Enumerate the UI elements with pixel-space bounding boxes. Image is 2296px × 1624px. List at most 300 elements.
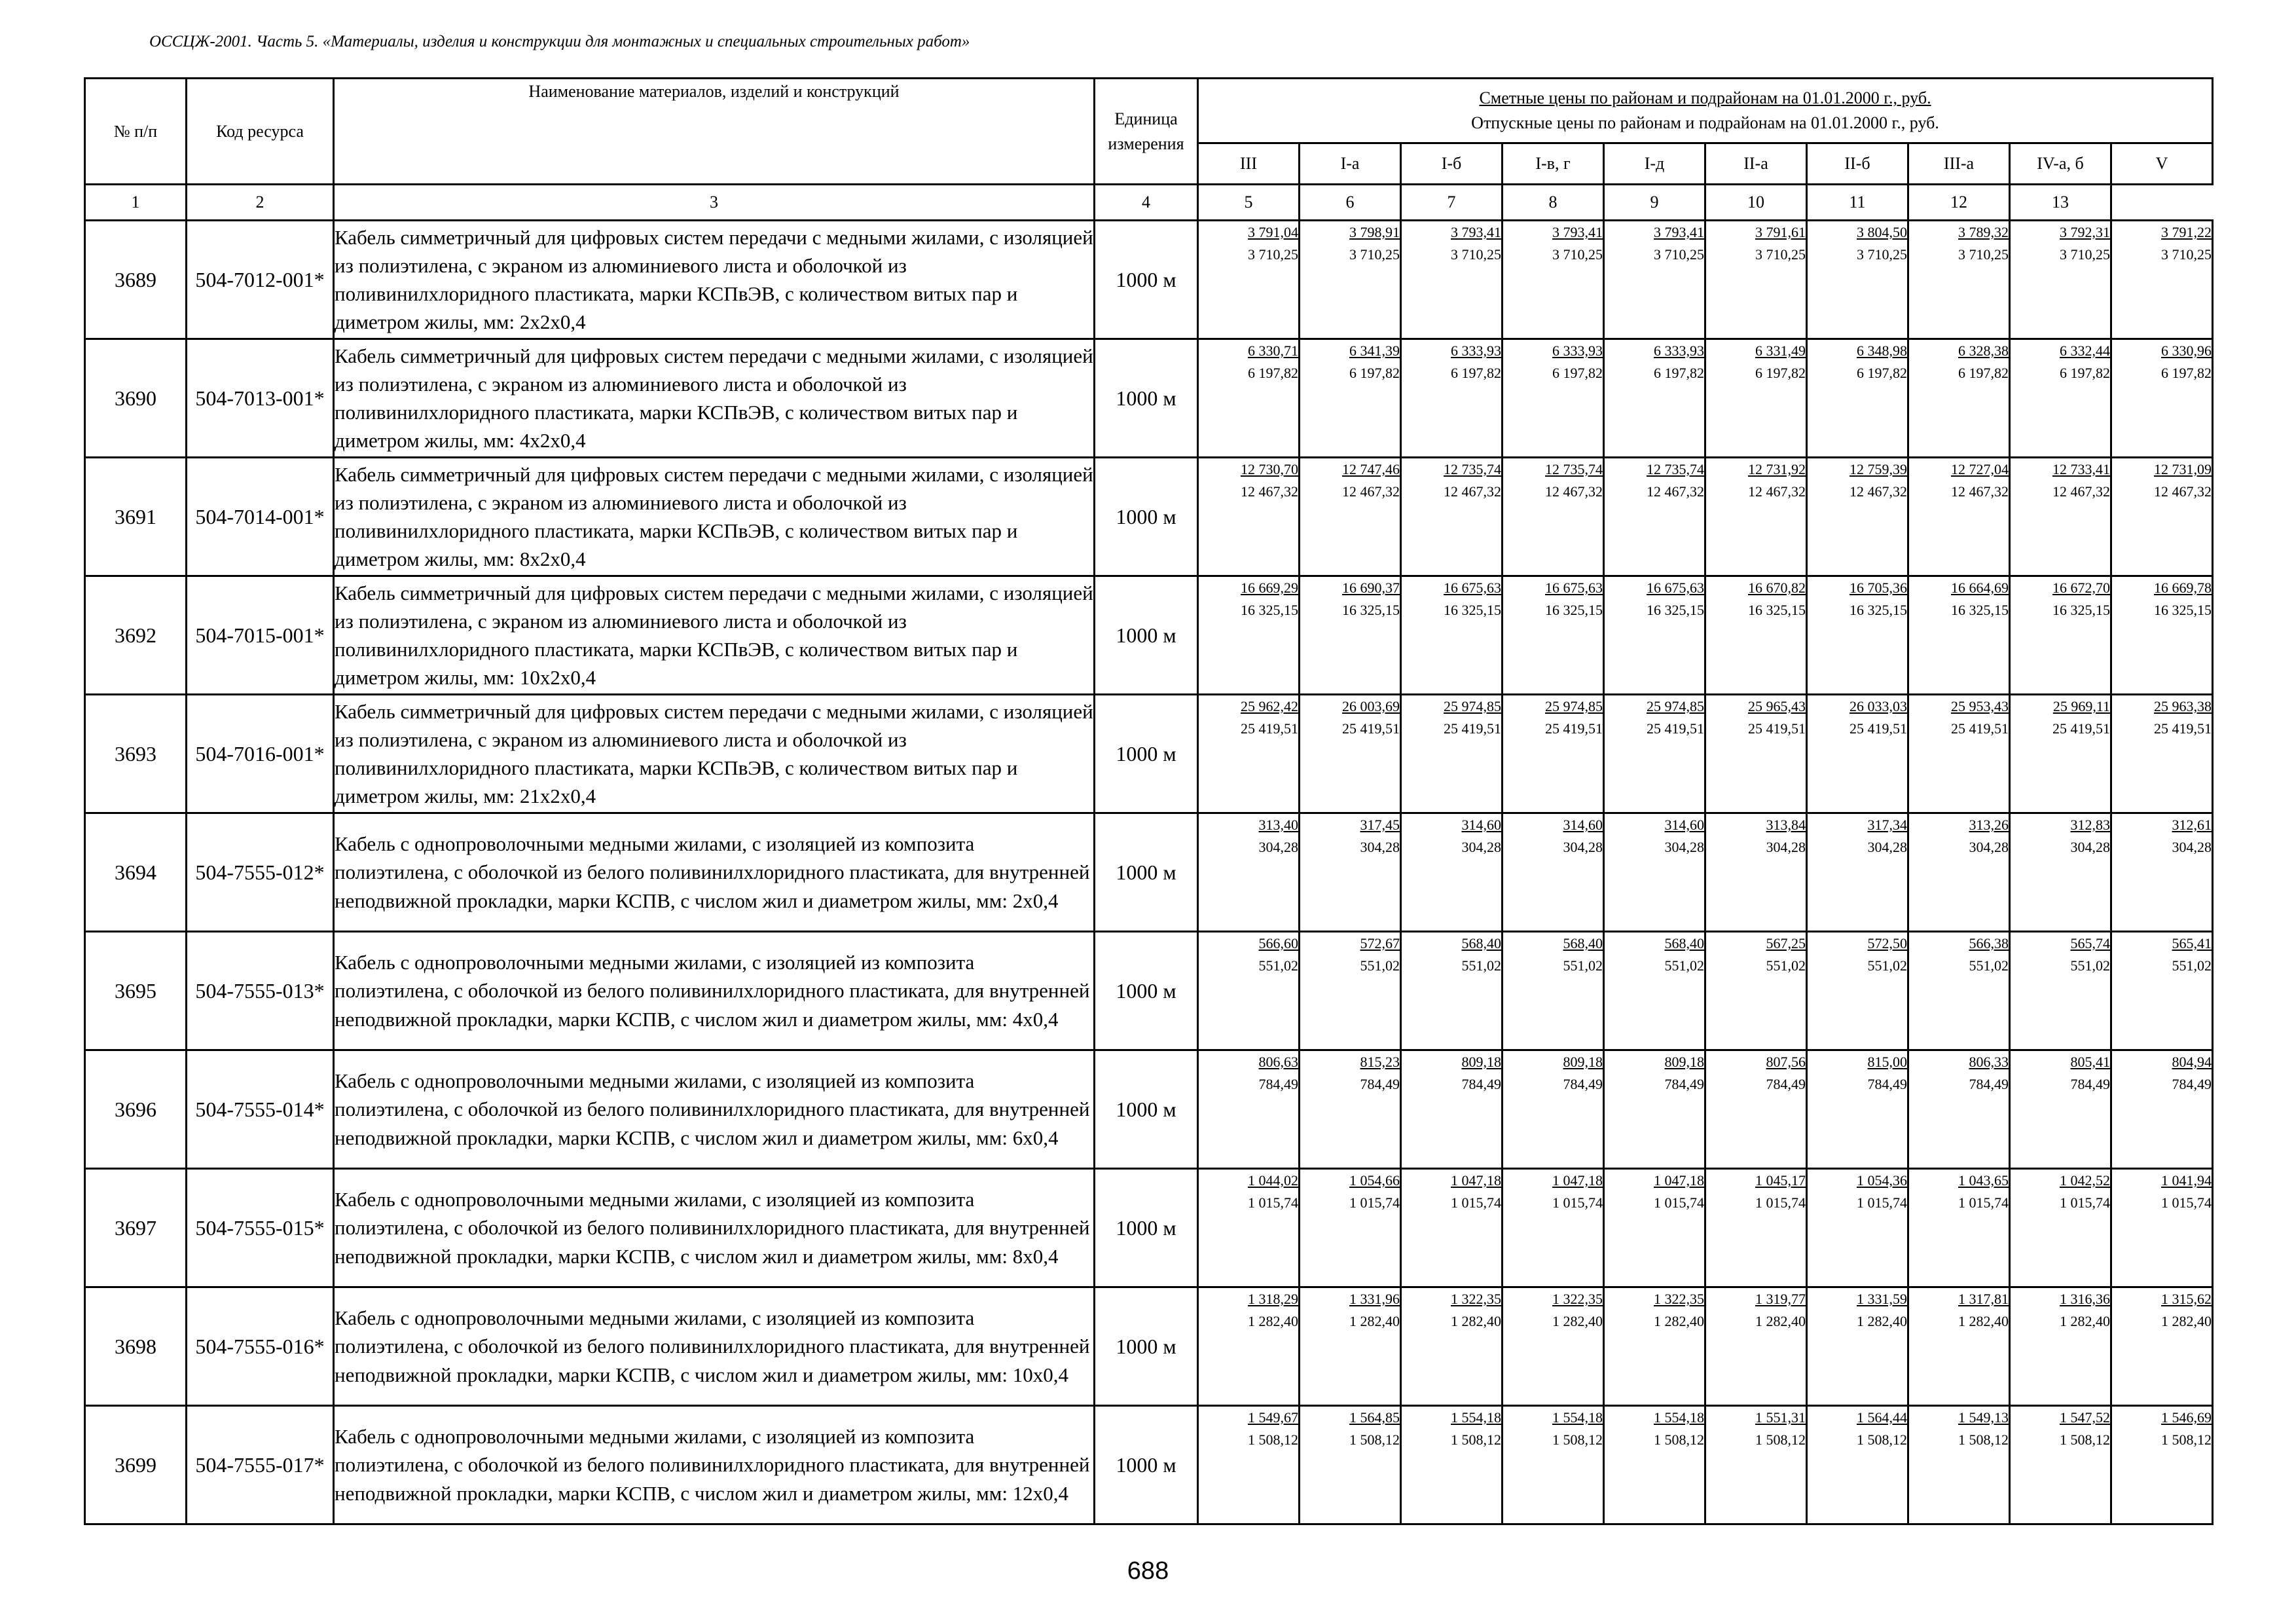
estimate-price: 1 549,13 [1958,1409,2009,1426]
estimate-price: 16 664,69 [1951,580,2009,596]
price-table [84,77,2214,1525]
material-name: Кабель симметричный для цифровых систем передачи с медными жилами, с изоляцией из полиэтилена, с экраном из алюминиевого листа и оболочкой из поливинилхлоридного пластиката, марки КСПвЭВ, с количеством витых пар и диметром жилы, мм: 2х2х0,4 [334,221,1095,339]
release-price: 784,49 [1563,1076,1603,1093]
estimate-price: 568,40 [1664,935,1704,951]
release-price: 12 467,32 [1444,483,1501,500]
estimate-price: 1 564,85 [1349,1409,1400,1426]
release-price: 25 419,51 [1241,720,1298,737]
estimate-price: 6 330,71 [1248,342,1298,359]
estimate-price: 568,40 [1461,935,1501,951]
price-cell [1908,339,2010,458]
column-number-7: 7 [1401,185,1503,221]
column-number-5: 5 [1198,185,1300,221]
release-price: 1 282,40 [1958,1313,2009,1330]
price-cell [1908,221,2010,339]
price-cell [1807,1406,1908,1524]
estimate-price: 1 047,18 [1451,1172,1501,1189]
price-cell [1705,1169,1807,1287]
price-cell [1807,576,1908,695]
price-cell [2010,458,2111,576]
region-header-8: III-а [1908,143,2010,185]
release-price: 1 282,40 [1248,1313,1298,1330]
price-cell [1705,1287,1807,1406]
row-number: 3695 [85,932,187,1050]
estimate-price: 809,18 [1461,1054,1501,1070]
col-header-code: Код ресурса [187,79,334,185]
release-price: 551,02 [1766,957,1806,974]
column-number-1: 1 [85,185,187,221]
estimate-price: 1 047,18 [1654,1172,1704,1189]
estimate-price: 566,60 [1258,935,1298,951]
region-header-10: V [2111,143,2213,185]
page-number: 688 [1127,1557,1169,1585]
price-cell [1503,339,1604,458]
price-cell [1300,1050,1401,1169]
release-price: 1 508,12 [1552,1431,1603,1449]
estimate-price: 1 551,31 [1755,1409,1806,1426]
estimate-price: 1 315,62 [2161,1291,2212,1307]
release-price: 304,28 [1563,839,1603,856]
estimate-price: 12 727,04 [1951,461,2009,477]
estimate-price: 1 317,81 [1958,1291,2009,1307]
release-price: 3 710,25 [1755,246,1806,263]
material-name: Кабель симметричный для цифровых систем передачи с медными жилами, с изоляцией из полиэтилена, с экраном из алюминиевого листа и оболочкой из поливинилхлоридного пластиката, марки КСПвЭВ, с количеством витых пар и диметром жилы, мм: 21х2х0,4 [334,695,1095,813]
estimate-price: 572,67 [1360,935,1400,951]
price-cell [1807,458,1908,576]
price-estimate-caption: Сметные цены по районам и подрайонам на 01.01.2000 г., руб. [1479,88,1931,108]
column-number-9: 9 [1604,185,1705,221]
price-cell [1401,1169,1503,1287]
table-row [85,458,2213,576]
price-cell [2111,221,2213,339]
release-price: 6 197,82 [2161,365,2212,382]
release-price: 1 282,40 [2060,1313,2110,1330]
release-price: 784,49 [1766,1076,1806,1093]
release-price: 1 282,40 [1552,1313,1603,1330]
price-cell [1503,1287,1604,1406]
estimate-price: 317,34 [1867,817,1907,833]
estimate-price: 25 974,85 [1545,698,1603,714]
release-price: 1 508,12 [1755,1431,1806,1449]
region-header-9: IV-а, б [2010,143,2111,185]
price-cell [2111,1406,2213,1524]
release-price: 12 467,32 [1951,483,2009,500]
price-cell [2111,458,2213,576]
estimate-price: 12 735,74 [1545,461,1603,477]
estimate-price: 1 554,18 [1451,1409,1501,1426]
row-number: 3693 [85,695,187,813]
estimate-price: 16 675,63 [1545,580,1603,596]
estimate-price: 572,50 [1867,935,1907,951]
release-price: 6 197,82 [1654,365,1704,382]
release-price: 12 467,32 [1850,483,1907,500]
release-price: 25 419,51 [1647,720,1704,737]
release-price: 1 508,12 [1654,1431,1704,1449]
price-cell [2010,932,2111,1050]
release-price: 16 325,15 [1647,602,1704,619]
price-cell [1198,932,1300,1050]
price-cell [1503,458,1604,576]
release-price: 12 467,32 [2052,483,2110,500]
release-price: 551,02 [1563,957,1603,974]
column-number-12: 12 [1908,185,2010,221]
release-price: 12 467,32 [1647,483,1704,500]
resource-code: 504-7013-001* [187,339,334,458]
estimate-price: 1 331,96 [1349,1291,1400,1307]
release-price: 1 015,74 [1349,1194,1400,1211]
estimate-price: 317,45 [1360,817,1400,833]
release-price: 16 325,15 [2154,602,2212,619]
resource-code: 504-7555-017* [187,1406,334,1524]
release-price: 3 710,25 [1349,246,1400,263]
estimate-price: 1 042,52 [2060,1172,2110,1189]
unit-of-measure: 1000 м [1095,695,1198,813]
estimate-price: 1 554,18 [1552,1409,1603,1426]
price-cell [2010,1406,2111,1524]
estimate-price: 12 735,74 [1647,461,1704,477]
price-cell [1807,1169,1908,1287]
price-cell [2010,1287,2111,1406]
estimate-price: 12 747,46 [1342,461,1400,477]
estimate-price: 6 330,96 [2161,342,2212,359]
release-price: 12 467,32 [1342,483,1400,500]
estimate-price: 12 731,09 [2154,461,2212,477]
region-header-6: II-а [1705,143,1807,185]
release-price: 3 710,25 [2060,246,2110,263]
price-cell [1300,1406,1401,1524]
price-cell [1401,1050,1503,1169]
price-cell [1807,1287,1908,1406]
price-cell [2111,1169,2213,1287]
material-name: Кабель с однопроволочными медными жилами, с изоляцией из композита полиэтилена, с оболочкой из белого поливинилхлоридного пластиката, для внутренней неподвижной прокладки, марки КСПВ, с числом жил и диаметром жилы, мм: 2х0,4 [334,813,1095,932]
price-cell [1604,932,1705,1050]
release-price: 1 015,74 [1552,1194,1603,1211]
estimate-price: 1 054,36 [1857,1172,1907,1189]
release-price: 3 710,25 [1552,246,1603,263]
release-price: 1 508,12 [1958,1431,2009,1449]
price-cell [1401,932,1503,1050]
release-price: 25 419,51 [2154,720,2212,737]
release-price: 25 419,51 [2052,720,2110,737]
price-cell [1300,695,1401,813]
resource-code: 504-7012-001* [187,221,334,339]
column-number-8: 8 [1503,185,1604,221]
estimate-price: 1 322,35 [1451,1291,1501,1307]
region-header-7: II-б [1807,143,1908,185]
estimate-price: 566,38 [1969,935,2009,951]
unit-of-measure: 1000 м [1095,1169,1198,1287]
release-price: 1 015,74 [1958,1194,2009,1211]
release-price: 304,28 [1766,839,1806,856]
price-cell [2111,1287,2213,1406]
price-cell [2010,695,2111,813]
estimate-price: 1 041,94 [2161,1172,2212,1189]
material-name: Кабель с однопроволочными медными жилами, с изоляцией из композита полиэтилена, с оболочкой из белого поливинилхлоридного пластиката, для внутренней неподвижной прокладки, марки КСПВ, с числом жил и диаметром жилы, мм: 8х0,4 [334,1169,1095,1287]
unit-of-measure: 1000 м [1095,932,1198,1050]
release-price: 1 015,74 [2161,1194,2212,1211]
release-price: 6 197,82 [1349,365,1400,382]
release-price: 304,28 [1461,839,1501,856]
material-name: Кабель с однопроволочными медными жилами, с изоляцией из композита полиэтилена, с оболочкой из белого поливинилхлоридного пластиката, для внутренней неподвижной прокладки, марки КСПВ, с числом жил и диаметром жилы, мм: 12х0,4 [334,1406,1095,1524]
estimate-price: 3 791,04 [1248,224,1298,240]
release-price: 304,28 [1969,839,2009,856]
estimate-price: 12 759,39 [1850,461,1907,477]
col-header-name: Наименование материалов, изделий и конструкций [334,79,1095,185]
price-cell [2010,813,2111,932]
release-price: 551,02 [1360,957,1400,974]
release-price: 304,28 [2070,839,2110,856]
release-price: 784,49 [1664,1076,1704,1093]
release-price: 12 467,32 [2154,483,2212,500]
release-price: 1 508,12 [2060,1431,2110,1449]
estimate-price: 16 675,63 [1444,580,1501,596]
release-price: 1 282,40 [1451,1313,1501,1330]
estimate-price: 16 690,37 [1342,580,1400,596]
price-cell [1807,339,1908,458]
material-name: Кабель симметричный для цифровых систем передачи с медными жилами, с изоляцией из полиэтилена, с экраном из алюминиевого листа и оболочкой из поливинилхлоридного пластиката, марки КСПвЭВ, с количеством витых пар и диметром жилы, мм: 4х2х0,4 [334,339,1095,458]
price-cell [2010,576,2111,695]
estimate-price: 16 675,63 [1647,580,1704,596]
release-price: 25 419,51 [1342,720,1400,737]
estimate-price: 25 953,43 [1951,698,2009,714]
release-price: 3 710,25 [1857,246,1907,263]
price-cell [1300,1287,1401,1406]
estimate-price: 3 789,32 [1958,224,2009,240]
estimate-price: 1 316,36 [2060,1291,2110,1307]
estimate-price: 25 974,85 [1444,698,1501,714]
release-price: 551,02 [1461,957,1501,974]
estimate-price: 26 003,69 [1342,698,1400,714]
release-price: 1 282,40 [1857,1313,1907,1330]
estimate-price: 3 791,22 [2161,224,2212,240]
release-price: 16 325,15 [1850,602,1907,619]
estimate-price: 3 793,41 [1552,224,1603,240]
release-price: 6 197,82 [1857,365,1907,382]
resource-code: 504-7016-001* [187,695,334,813]
resource-code: 504-7555-012* [187,813,334,932]
row-number: 3690 [85,339,187,458]
region-header-3: I-б [1401,143,1503,185]
row-number: 3689 [85,221,187,339]
release-price: 551,02 [2172,957,2212,974]
price-cell [1198,1287,1300,1406]
release-price: 1 015,74 [1755,1194,1806,1211]
column-number-13: 13 [2010,185,2111,221]
estimate-price: 1 054,66 [1349,1172,1400,1189]
price-cell [1503,221,1604,339]
price-cell [1908,932,2010,1050]
price-cell [1604,1169,1705,1287]
estimate-price: 3 791,61 [1755,224,1806,240]
price-cell [1198,576,1300,695]
release-price: 1 282,40 [2161,1313,2212,1330]
estimate-price: 16 669,29 [1241,580,1298,596]
estimate-price: 314,60 [1563,817,1603,833]
price-cell [1807,932,1908,1050]
price-cell [1401,813,1503,932]
release-price: 1 508,12 [1248,1431,1298,1449]
release-price: 784,49 [1360,1076,1400,1093]
col-header-unit: Единица измерения [1095,79,1198,185]
release-price: 304,28 [2172,839,2212,856]
price-cell [1401,1406,1503,1524]
estimate-price: 6 333,93 [1451,342,1501,359]
price-cell [1705,813,1807,932]
release-price: 6 197,82 [1248,365,1298,382]
estimate-price: 314,60 [1664,817,1704,833]
price-cell [2111,339,2213,458]
row-number: 3696 [85,1050,187,1169]
release-price: 16 325,15 [1545,602,1603,619]
estimate-price: 312,61 [2172,817,2212,833]
estimate-price: 805,41 [2070,1054,2110,1070]
row-number: 3698 [85,1287,187,1406]
release-price: 304,28 [1360,839,1400,856]
price-cell [2010,1050,2111,1169]
region-header-1: III [1198,143,1300,185]
release-price: 25 419,51 [1850,720,1907,737]
table-body [85,221,2213,1524]
price-cell [1198,1406,1300,1524]
release-price: 784,49 [1461,1076,1501,1093]
price-cell [1503,1169,1604,1287]
release-price: 1 282,40 [1349,1313,1400,1330]
estimate-price: 3 793,41 [1654,224,1704,240]
estimate-price: 12 735,74 [1444,461,1501,477]
estimate-price: 314,60 [1461,817,1501,833]
price-cell [1807,1050,1908,1169]
material-name: Кабель с однопроволочными медными жилами, с изоляцией из композита полиэтилена, с оболочкой из белого поливинилхлоридного пластиката, для внутренней неподвижной прокладки, марки КСПВ, с числом жил и диаметром жилы, мм: 10х0,4 [334,1287,1095,1406]
estimate-price: 809,18 [1563,1054,1603,1070]
price-cell [2010,221,2111,339]
price-cell [1705,1406,1807,1524]
price-cell [1300,1169,1401,1287]
estimate-price: 815,23 [1360,1054,1400,1070]
release-price: 16 325,15 [1241,602,1298,619]
release-price: 551,02 [1969,957,2009,974]
estimate-price: 6 333,93 [1654,342,1704,359]
release-price: 3 710,25 [2161,246,2212,263]
price-cell [1401,576,1503,695]
release-price: 784,49 [1969,1076,2009,1093]
price-cell [1705,458,1807,576]
release-price: 551,02 [1867,957,1907,974]
estimate-price: 1 318,29 [1248,1291,1298,1307]
unit-of-measure: 1000 м [1095,339,1198,458]
release-price: 1 508,12 [2161,1431,2212,1449]
price-cell [1908,813,2010,932]
price-cell [2111,576,2213,695]
price-cell [1705,576,1807,695]
release-price: 1 282,40 [1755,1313,1806,1330]
release-price: 12 467,32 [1545,483,1603,500]
price-cell [1300,221,1401,339]
table-row [85,1050,2213,1169]
release-price: 784,49 [1867,1076,1907,1093]
release-price: 551,02 [1258,957,1298,974]
estimate-price: 12 733,41 [2052,461,2110,477]
estimate-price: 806,63 [1258,1054,1298,1070]
price-cell [1604,339,1705,458]
column-number-11: 11 [1807,185,1908,221]
column-number-3: 3 [334,185,1095,221]
estimate-price: 25 974,85 [1647,698,1704,714]
price-cell [1300,458,1401,576]
estimate-price: 313,40 [1258,817,1298,833]
release-price: 551,02 [1664,957,1704,974]
column-number-10: 10 [1705,185,1807,221]
material-name: Кабель симметричный для цифровых систем передачи с медными жилами, с изоляцией из полиэтилена, с экраном из алюминиевого листа и оболочкой из поливинилхлоридного пластиката, марки КСПвЭВ, с количеством витых пар и диметром жилы, мм: 10х2х0,4 [334,576,1095,695]
price-cell [1908,1050,2010,1169]
price-cell [1198,221,1300,339]
unit-of-measure: 1000 м [1095,1287,1198,1406]
release-price: 16 325,15 [1444,602,1501,619]
release-price: 1 282,40 [1654,1313,1704,1330]
estimate-price: 16 705,36 [1850,580,1907,596]
price-cell [1604,813,1705,932]
estimate-price: 1 322,35 [1552,1291,1603,1307]
price-cell [1807,695,1908,813]
estimate-price: 1 549,67 [1248,1409,1298,1426]
estimate-price: 25 965,43 [1748,698,1806,714]
price-cell [1401,339,1503,458]
release-price: 16 325,15 [1951,602,2009,619]
estimate-price: 25 969,11 [2052,698,2110,714]
estimate-price: 6 328,38 [1958,342,2009,359]
unit-of-measure: 1000 м [1095,458,1198,576]
column-number-row [85,185,2213,221]
estimate-price: 1 564,44 [1857,1409,1907,1426]
estimate-price: 3 793,41 [1451,224,1501,240]
column-number-2: 2 [187,185,334,221]
release-price: 6 197,82 [2060,365,2110,382]
release-price: 6 197,82 [1552,365,1603,382]
price-cell [1198,339,1300,458]
estimate-price: 12 730,70 [1241,461,1298,477]
row-number: 3697 [85,1169,187,1287]
price-cell [1401,221,1503,339]
table-row [85,576,2213,695]
price-cell [1300,339,1401,458]
estimate-price: 26 033,03 [1850,698,1907,714]
estimate-price: 804,94 [2172,1054,2212,1070]
price-cell [1401,695,1503,813]
price-cell [1503,813,1604,932]
release-price: 16 325,15 [1748,602,1806,619]
release-price: 25 419,51 [1444,720,1501,737]
release-price: 6 197,82 [1755,365,1806,382]
release-price: 25 419,51 [1748,720,1806,737]
price-cell [1300,932,1401,1050]
price-cell [1198,695,1300,813]
price-cell [1604,221,1705,339]
resource-code: 504-7015-001* [187,576,334,695]
estimate-price: 3 798,91 [1349,224,1400,240]
release-price: 1 015,74 [2060,1194,2110,1211]
region-header-5: I-д [1604,143,1705,185]
price-cell [1198,813,1300,932]
estimate-price: 1 044,02 [1248,1172,1298,1189]
price-cell [1198,1169,1300,1287]
material-name: Кабель с однопроволочными медными жилами, с изоляцией из композита полиэтилена, с оболочкой из белого поливинилхлоридного пластиката, для внутренней неподвижной прокладки, марки КСПВ, с числом жил и диаметром жилы, мм: 4х0,4 [334,932,1095,1050]
release-price: 1 508,12 [1349,1431,1400,1449]
estimate-price: 1 547,52 [2060,1409,2110,1426]
resource-code: 504-7555-014* [187,1050,334,1169]
release-price: 1 015,74 [1857,1194,1907,1211]
estimate-price: 16 669,78 [2154,580,2212,596]
price-cell [1300,576,1401,695]
table-row [85,1287,2213,1406]
